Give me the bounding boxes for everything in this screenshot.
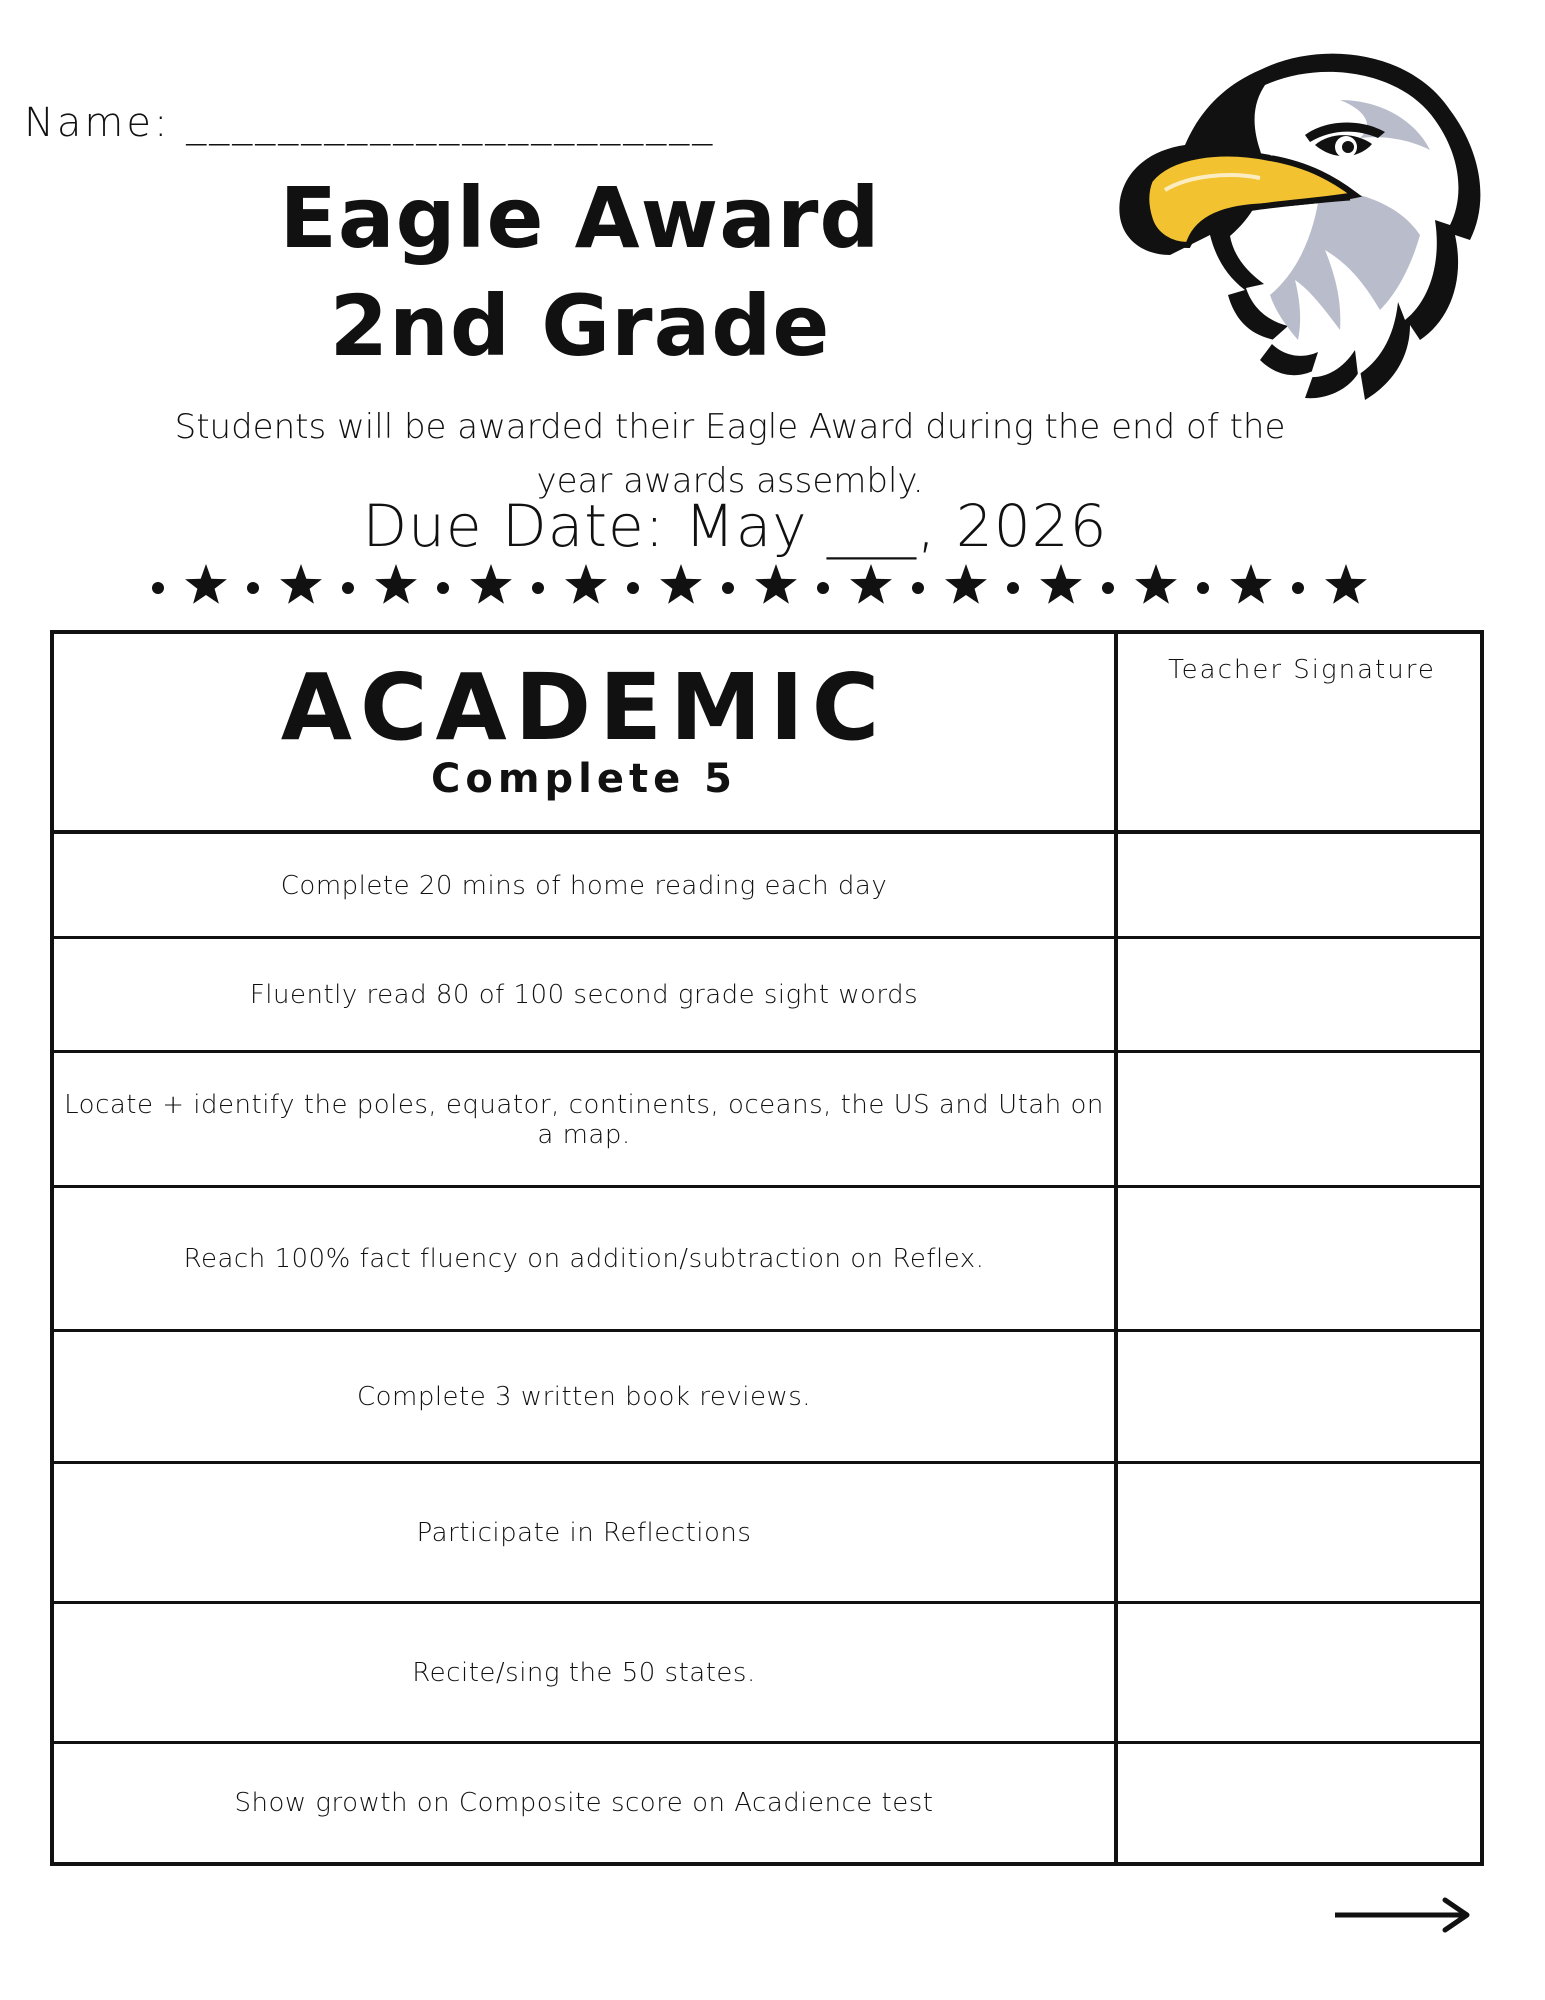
- divider-dot: [152, 582, 164, 594]
- divider-dot: [1102, 582, 1114, 594]
- row-divider: [54, 1185, 1480, 1188]
- table-row: [54, 1463, 1114, 1603]
- signature-cell[interactable]: [1118, 1187, 1480, 1331]
- divider-dot: [1007, 582, 1019, 594]
- task-text: Locate + identify the poles, equator, continents, oceans, the US and Utah on a map.: [64, 1089, 1104, 1150]
- section-title: ACADEMIC: [280, 654, 888, 761]
- page-subtitle-grade: 2nd Grade: [329, 277, 831, 375]
- divider-star: [1040, 564, 1082, 604]
- task-text: Show growth on Composite score on Acadience test: [234, 1787, 934, 1818]
- star-divider: [150, 560, 1380, 620]
- task-text: Reach 100% fact fluency on addition/subtraction on Reflex.: [183, 1244, 985, 1274]
- section-heading-cell: [54, 634, 1114, 830]
- table-row: [54, 938, 1114, 1052]
- divider-dot: [817, 582, 829, 594]
- due-date: Due Date: May ___, 2026: [362, 492, 1108, 560]
- signature-cell[interactable]: [1118, 1603, 1480, 1743]
- divider-dot: [1292, 582, 1304, 594]
- task-text: Recite/sing the 50 states.: [412, 1658, 756, 1688]
- divider-star: [185, 564, 227, 604]
- divider-dot: [437, 582, 449, 594]
- signature-cell[interactable]: [1118, 938, 1480, 1052]
- section-subtitle: Complete 5: [431, 756, 737, 802]
- divider-dot: [722, 582, 734, 594]
- divider-dot: [532, 582, 544, 594]
- task-text: Participate in Reflections: [416, 1518, 752, 1548]
- task-text: Complete 3 written book reviews.: [356, 1382, 812, 1412]
- divider-star: [660, 564, 702, 604]
- table-row: [54, 1052, 1114, 1187]
- signature-cell[interactable]: [1118, 1743, 1480, 1862]
- table-row: [54, 1331, 1114, 1463]
- divider-star: [1135, 564, 1177, 604]
- divider-star: [470, 564, 512, 604]
- divider-dot: [247, 582, 259, 594]
- signature-cell[interactable]: [1118, 1331, 1480, 1463]
- signature-cell[interactable]: [1118, 1052, 1480, 1187]
- row-divider: [54, 1601, 1480, 1604]
- divider-star: [565, 564, 607, 604]
- divider-star: [755, 564, 797, 604]
- signature-cell[interactable]: [1118, 1463, 1480, 1603]
- academic-table: [50, 630, 1484, 1866]
- arrow-right-icon[interactable]: [1335, 1895, 1475, 1935]
- row-divider: [54, 1329, 1480, 1332]
- divider-star: [1325, 564, 1367, 604]
- divider-dot: [1197, 582, 1209, 594]
- name-field-label: Name: _______________________: [24, 100, 716, 146]
- divider-star: [375, 564, 417, 604]
- eagle-head-icon: [1110, 40, 1490, 410]
- divider-dot: [627, 582, 639, 594]
- table-row: [54, 1187, 1114, 1331]
- row-divider: [54, 936, 1480, 939]
- table-row: [54, 1603, 1114, 1743]
- row-divider: [54, 1050, 1480, 1053]
- divider-star: [945, 564, 987, 604]
- divider-star: [280, 564, 322, 604]
- row-divider: [54, 1461, 1480, 1464]
- table-row: [54, 834, 1114, 938]
- divider-star: [850, 564, 892, 604]
- task-text: Fluently read 80 of 100 second grade sight words: [249, 980, 919, 1010]
- signature-cell[interactable]: [1118, 834, 1480, 938]
- row-divider: [54, 1741, 1480, 1744]
- award-description: Students will be awarded their Eagle Award during the end of the year awards assembly.: [174, 407, 1286, 501]
- signature-column-header: Teacher Signature: [1168, 655, 1436, 685]
- divider-dot: [342, 582, 354, 594]
- page-title: Eagle Award: [279, 169, 881, 267]
- divider-star: [1230, 564, 1272, 604]
- divider-dot: [912, 582, 924, 594]
- task-text: Complete 20 mins of home reading each day: [280, 871, 888, 901]
- table-row: [54, 1743, 1114, 1862]
- table-header-row: [54, 634, 1480, 834]
